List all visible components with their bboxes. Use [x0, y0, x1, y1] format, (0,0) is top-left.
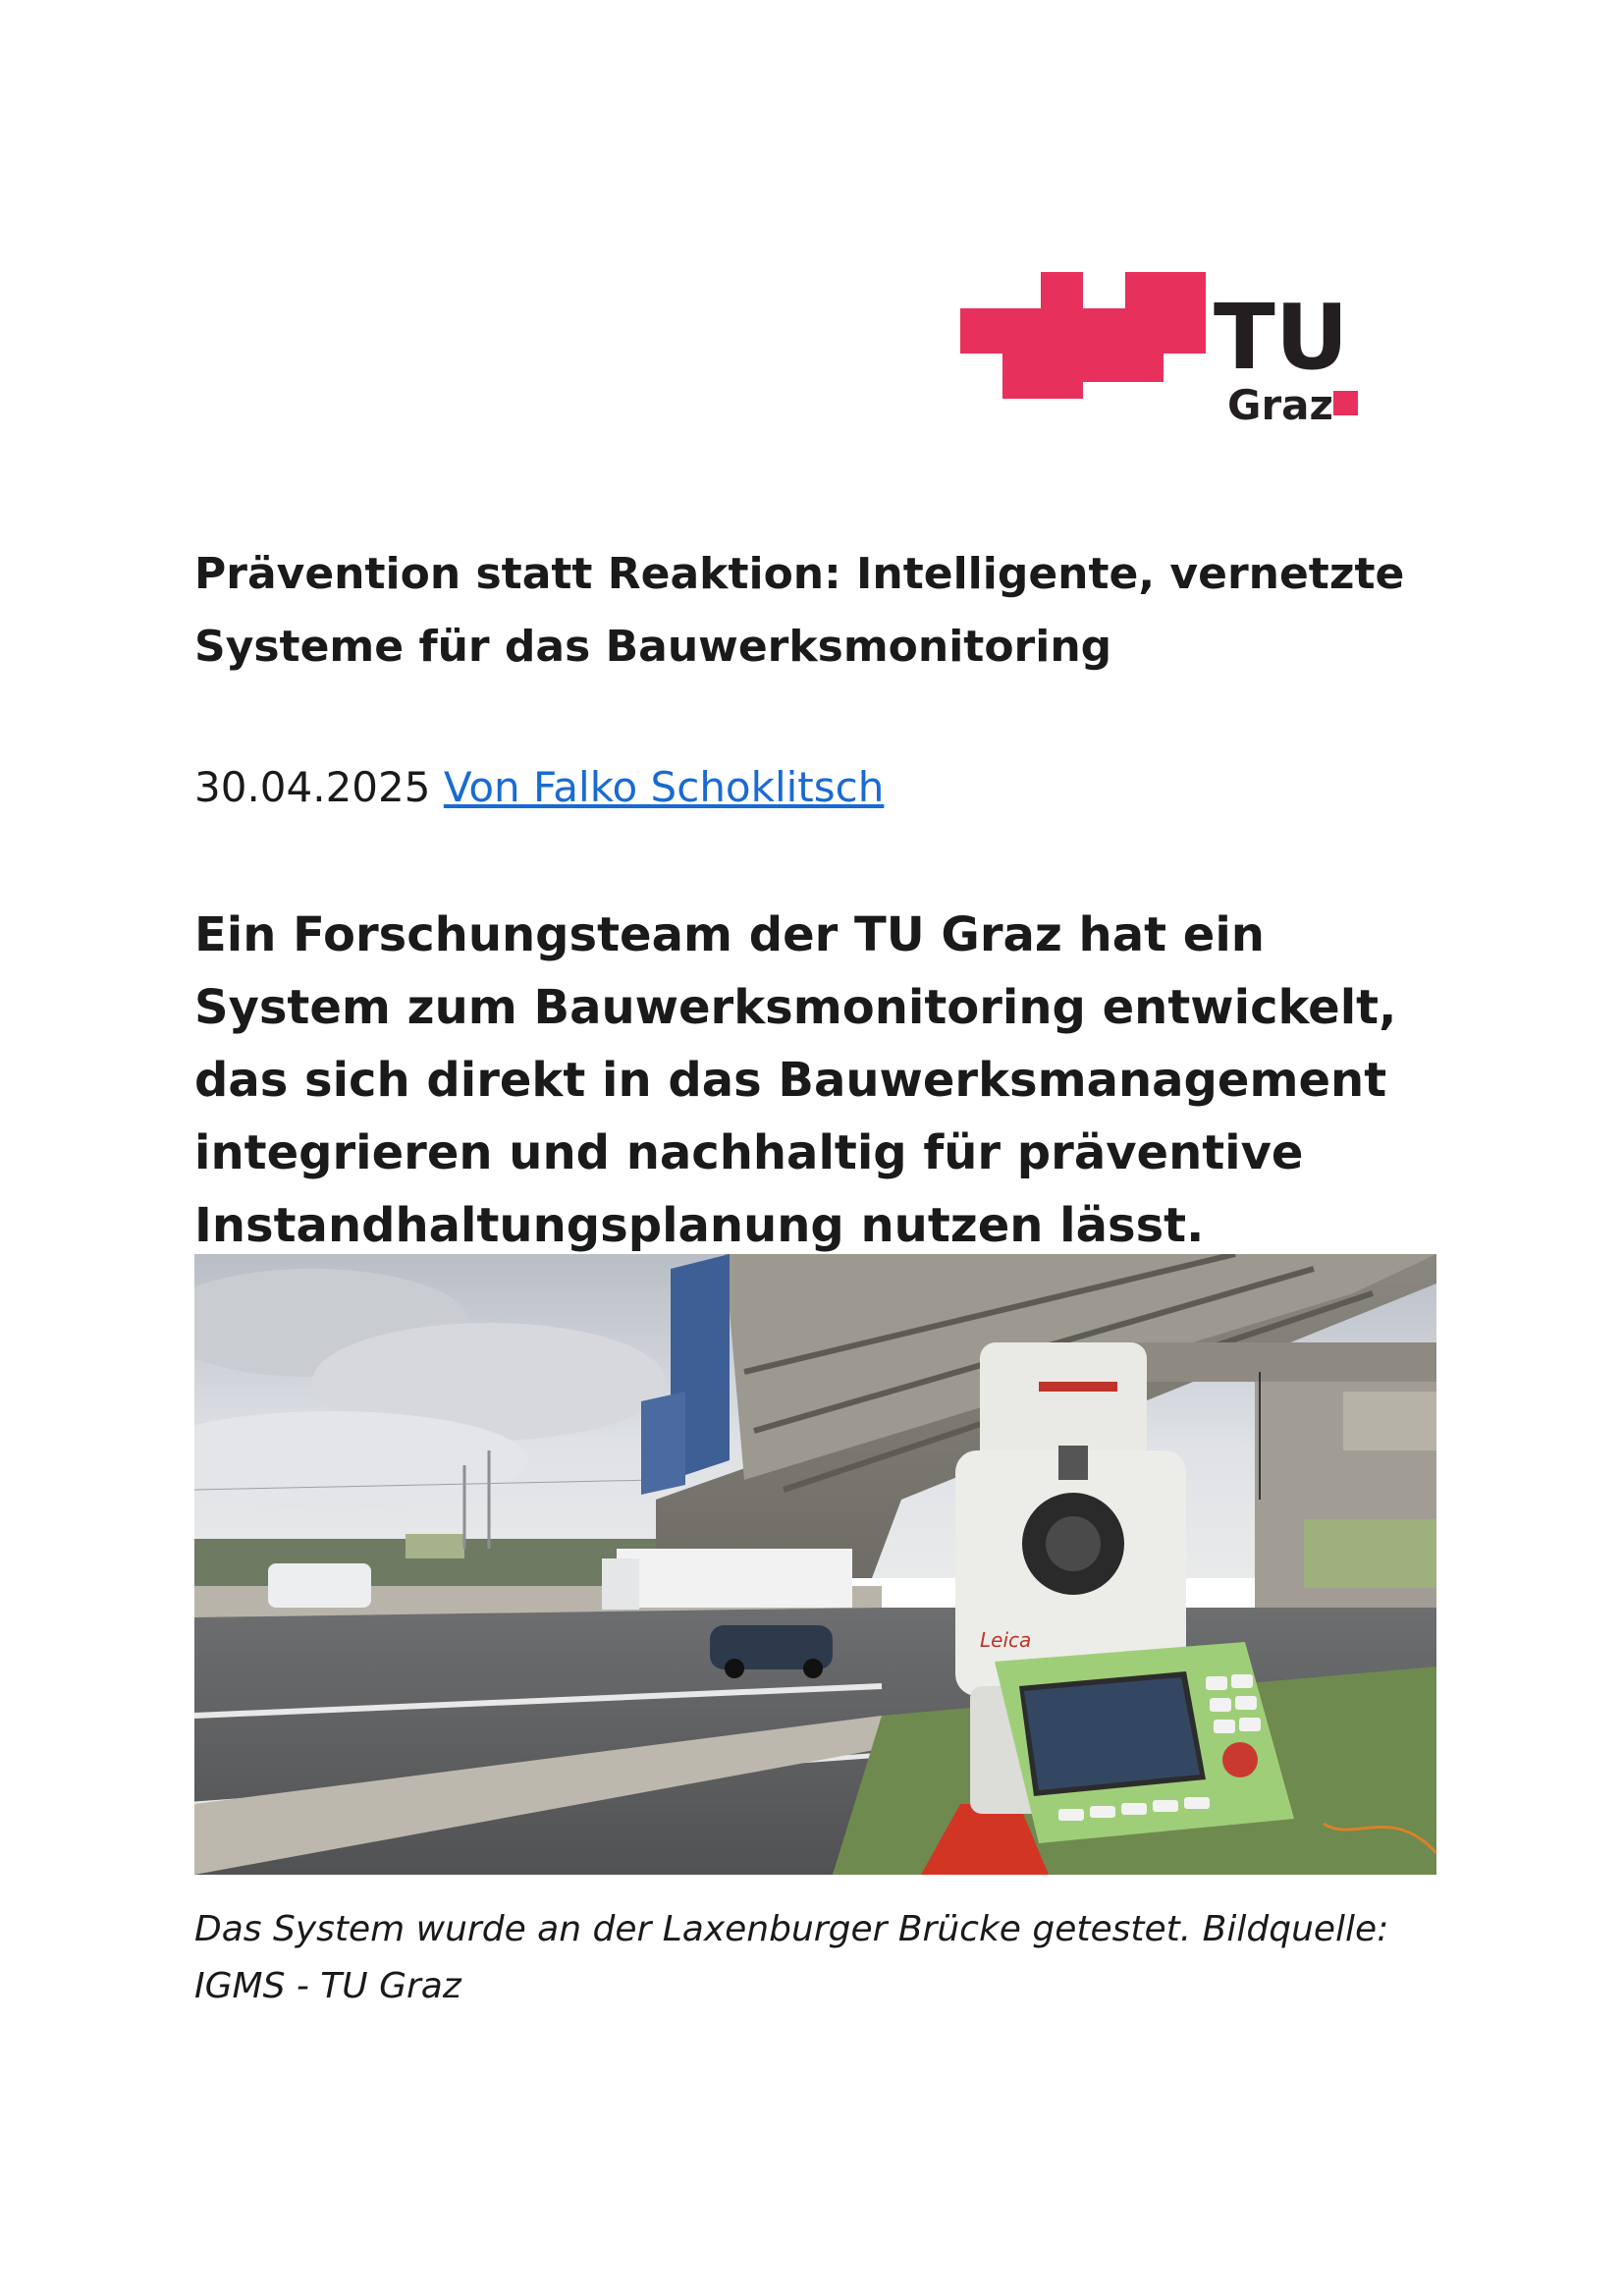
article-meta: [194, 758, 884, 817]
image-caption: Das System wurde an der Laxenburger Brücke getestet. Bildquelle: IGMS - TU Graz: [194, 1909, 1389, 2006]
author-link[interactable]: Von Falko Schoklitsch: [443, 763, 885, 811]
article-date: 30.04.2025: [194, 763, 431, 811]
bridge-monitoring-photo: [194, 1254, 1436, 1875]
article-photo: [194, 1254, 1436, 1875]
article-title: Prävention statt Reaktion: Intelligente, vernetzte Systeme für das Bauwerksmonitoring: [194, 549, 1405, 672]
tu-graz-logo: [960, 272, 1358, 424]
logo-tu-text: TU: [1214, 285, 1349, 390]
logo-graz-text: Graz: [1227, 381, 1333, 424]
svg-text:Leica: Leica: [980, 1628, 1032, 1652]
article-lead: Ein Forschungsteam der TU Graz hat ein System zum Bauwerksmonitoring entwickelt, das sich direkt in das Bauwerksmanagement integrieren und nachhaltig für präventive Instandhaltungsplanung nutzen lässt.: [194, 907, 1397, 1253]
tu-graz-logo-mark: [960, 272, 1358, 424]
